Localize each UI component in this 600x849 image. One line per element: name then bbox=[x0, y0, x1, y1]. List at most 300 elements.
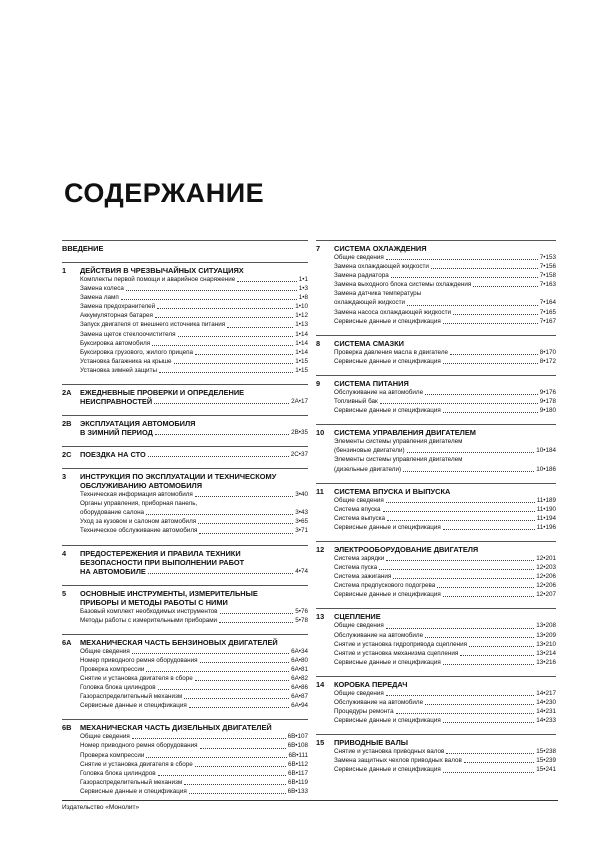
toc-entry[interactable] bbox=[316, 523, 556, 532]
entry-label: Техническая информация автомобиля bbox=[80, 491, 193, 499]
entry-label: Элементы системы управления двигателем bbox=[334, 438, 463, 446]
page-number: 1•14 bbox=[295, 330, 308, 338]
dot-leader bbox=[148, 567, 293, 574]
section-heading[interactable] bbox=[62, 634, 308, 647]
dot-leader bbox=[386, 496, 535, 503]
toc-entry[interactable] bbox=[62, 732, 308, 741]
dot-leader bbox=[425, 698, 534, 705]
entry-label: охлаждающей жидкости bbox=[334, 299, 406, 307]
toc-entry[interactable] bbox=[62, 357, 308, 366]
toc-entry[interactable] bbox=[316, 563, 556, 572]
dot-leader bbox=[464, 756, 534, 763]
section-title: ОСНОВНЫЕ ИНСТРУМЕНТЫ, ИЗМЕРИТЕЛЬНЫЕ bbox=[80, 588, 258, 598]
page-number: 6В•119 bbox=[288, 778, 308, 786]
dot-leader bbox=[403, 465, 534, 472]
dot-leader bbox=[453, 308, 538, 315]
section-number: 11 bbox=[316, 486, 324, 496]
section-heading[interactable] bbox=[62, 415, 308, 437]
page-number: 9•178 bbox=[539, 398, 556, 406]
toc-entry[interactable] bbox=[316, 406, 556, 415]
dot-leader bbox=[237, 275, 297, 282]
toc-entry[interactable] bbox=[316, 446, 556, 455]
toc-entry[interactable] bbox=[62, 339, 308, 348]
toc-section bbox=[62, 446, 308, 459]
dot-leader bbox=[152, 339, 293, 346]
toc-entry[interactable] bbox=[316, 747, 556, 756]
dot-leader bbox=[407, 298, 538, 305]
entry-label: Топливный бак bbox=[334, 398, 378, 406]
dot-leader bbox=[437, 581, 534, 588]
page-number: 5•76 bbox=[295, 607, 308, 615]
dot-leader bbox=[157, 302, 293, 309]
entry-label: оборудование салона bbox=[80, 509, 145, 517]
page-number: 1•10 bbox=[295, 303, 308, 311]
toc-entry[interactable] bbox=[62, 330, 308, 339]
toc-section bbox=[316, 676, 556, 725]
page-number: 1•15 bbox=[295, 366, 308, 374]
section-title: ПОЕЗДКА НА СТО bbox=[80, 450, 146, 460]
section-title-line bbox=[80, 397, 308, 406]
toc-section bbox=[62, 240, 308, 253]
section-number: 2В bbox=[62, 419, 72, 429]
toc-entry[interactable] bbox=[316, 621, 556, 630]
dot-leader bbox=[198, 517, 293, 524]
entry-label: Органы управления, приборная панель, bbox=[80, 500, 198, 508]
entry-label: Общие сведения bbox=[334, 689, 384, 697]
entry-label: Буксировка автомобиля bbox=[80, 339, 151, 347]
toc-entry[interactable] bbox=[62, 683, 308, 692]
dot-leader bbox=[146, 508, 293, 515]
section-title: СИСТЕМА ВПУСКА И ВЫПУСКА bbox=[334, 486, 451, 496]
page-number: 14•233 bbox=[536, 717, 556, 725]
toc-entry[interactable] bbox=[316, 572, 556, 581]
toc-entry[interactable] bbox=[62, 284, 308, 293]
page-number: 15•239 bbox=[536, 757, 556, 765]
page-number: 13•214 bbox=[536, 649, 556, 657]
page-number: 10•186 bbox=[536, 465, 556, 473]
toc-entry[interactable] bbox=[316, 280, 556, 289]
toc-entry[interactable] bbox=[316, 514, 556, 523]
dot-leader bbox=[383, 505, 535, 512]
toc-entry[interactable] bbox=[316, 631, 556, 640]
dot-leader bbox=[146, 665, 289, 672]
section-title: СИСТЕМА ОХЛАЖДЕНИЯ bbox=[334, 244, 427, 253]
entry-label: Элементы системы управления двигателем bbox=[334, 456, 463, 464]
entry-label: Сервисные данные и спецификация bbox=[334, 766, 441, 774]
page-number: 1•14 bbox=[295, 348, 308, 356]
toc-entry[interactable] bbox=[62, 647, 308, 656]
page-number: 1•15 bbox=[295, 357, 308, 365]
entry-label: Замена колеса bbox=[80, 285, 124, 293]
entry-label: Снятие и установка приводных валов bbox=[334, 748, 445, 756]
dot-leader bbox=[158, 683, 289, 690]
page-number: 6А•86 bbox=[291, 684, 308, 692]
toc-entry[interactable] bbox=[62, 701, 308, 710]
toc-section bbox=[62, 719, 308, 796]
toc-entry[interactable] bbox=[62, 656, 308, 665]
entry-label: Проверка компрессии bbox=[80, 751, 145, 759]
toc-entry[interactable] bbox=[316, 716, 556, 725]
toc-entry[interactable] bbox=[62, 778, 308, 787]
toc-entry[interactable] bbox=[316, 649, 556, 658]
toc-entry[interactable] bbox=[62, 499, 308, 508]
toc-entry[interactable] bbox=[316, 505, 556, 514]
page-number: 6В•108 bbox=[287, 742, 308, 750]
entry-label: Сервисные данные и спецификация bbox=[334, 658, 441, 666]
section-heading[interactable] bbox=[62, 719, 308, 732]
page-number: 6В•111 bbox=[288, 751, 308, 759]
section-heading[interactable] bbox=[62, 468, 308, 490]
toc-entry[interactable] bbox=[316, 465, 556, 474]
toc-entry[interactable] bbox=[316, 689, 556, 698]
toc-entry[interactable] bbox=[316, 397, 556, 406]
section-heading[interactable] bbox=[316, 676, 556, 689]
entry-label: Номер приводного ремня оборудования bbox=[80, 742, 198, 750]
entry-label: Техническое обслуживание автомобиля bbox=[80, 527, 198, 535]
section-heading[interactable] bbox=[62, 262, 308, 275]
page-number: 6В•112 bbox=[288, 760, 308, 768]
toc-entry[interactable] bbox=[316, 765, 556, 774]
section-heading[interactable] bbox=[62, 240, 308, 253]
page-number: 1•3 bbox=[298, 285, 308, 293]
section-heading[interactable] bbox=[316, 240, 556, 253]
entry-label: Проверка компрессии bbox=[80, 665, 145, 673]
section-number: 9 bbox=[316, 378, 321, 388]
toc-entry[interactable] bbox=[62, 517, 308, 526]
entry-label: Сервисные данные и спецификация bbox=[80, 787, 187, 795]
toc-entry[interactable] bbox=[62, 751, 308, 760]
section-number: 12 bbox=[316, 544, 325, 554]
page-number: 2В•35 bbox=[291, 429, 308, 437]
entry-label: Обслуживание на автомобиле bbox=[334, 631, 424, 639]
dot-leader bbox=[396, 707, 535, 714]
page-number: 11•189 bbox=[536, 496, 556, 504]
page-number: 11•190 bbox=[536, 505, 556, 513]
section-heading[interactable] bbox=[316, 335, 556, 348]
toc-entry[interactable] bbox=[62, 760, 308, 769]
entry-label: Сервисные данные и спецификация bbox=[80, 702, 187, 710]
entry-label: Головка блока цилиндров bbox=[80, 769, 156, 777]
toc-entry[interactable] bbox=[62, 275, 308, 284]
toc-entry[interactable] bbox=[316, 253, 556, 262]
toc-entry[interactable] bbox=[316, 271, 556, 280]
section-heading[interactable] bbox=[316, 424, 556, 437]
dot-leader bbox=[174, 357, 294, 364]
entry-label: Установка зимней защиты bbox=[80, 366, 157, 374]
page-number: 3•40 bbox=[295, 491, 308, 499]
toc-section bbox=[62, 468, 308, 535]
section-title: ПРЕДОСТЕРЕЖЕНИЯ И ПРАВИЛА ТЕХНИКИ bbox=[80, 548, 241, 558]
dot-leader bbox=[132, 732, 286, 739]
section-heading[interactable] bbox=[316, 734, 556, 747]
page-number: 12•207 bbox=[536, 591, 556, 599]
dot-leader bbox=[425, 631, 534, 638]
section-heading[interactable] bbox=[62, 545, 308, 576]
toc-entry[interactable] bbox=[62, 607, 308, 616]
toc-section bbox=[62, 585, 308, 625]
toc-section bbox=[62, 415, 308, 437]
toc-entry[interactable] bbox=[316, 581, 556, 590]
section-number: 10 bbox=[316, 428, 325, 438]
page-number: 6А•87 bbox=[291, 693, 308, 701]
section-number: 15 bbox=[316, 738, 325, 748]
toc-entry[interactable] bbox=[316, 707, 556, 716]
entry-label: Сервисные данные и спецификация bbox=[334, 357, 441, 365]
dot-leader bbox=[473, 280, 538, 287]
entry-label: Снятие и установка двигателя в сборе bbox=[80, 674, 193, 682]
entry-label: Запуск двигателя от внешнего источника питания bbox=[80, 321, 226, 329]
toc-section bbox=[62, 545, 308, 576]
section-title: ПРИВОДНЫЕ ВАЛЫ bbox=[334, 738, 408, 748]
section-title: КОРОБКА ПЕРЕДАЧ bbox=[334, 679, 408, 689]
page-number: 13•208 bbox=[536, 622, 556, 630]
dot-leader bbox=[132, 647, 289, 654]
section-heading[interactable] bbox=[62, 446, 308, 459]
toc-column-left bbox=[62, 240, 308, 805]
entry-label: Замена выходного блока системы охлаждения bbox=[334, 281, 472, 289]
page-number: 6А•94 bbox=[291, 702, 308, 710]
toc-section bbox=[316, 375, 556, 415]
toc-entry[interactable] bbox=[316, 640, 556, 649]
toc-section bbox=[316, 483, 556, 532]
entry-label: Сервисные данные и спецификация bbox=[334, 317, 441, 325]
section-title: ВВЕДЕНИЕ bbox=[62, 244, 104, 253]
page-number: 7•165 bbox=[539, 308, 556, 316]
section-heading[interactable] bbox=[316, 375, 556, 388]
dot-leader bbox=[155, 428, 289, 435]
entry-label: Обслуживание на автомобиле bbox=[334, 699, 424, 706]
entry-label: Уход за кузовом и салоном автомобиля bbox=[80, 518, 197, 526]
dot-leader bbox=[387, 514, 535, 521]
toc-entry[interactable] bbox=[62, 293, 308, 302]
dot-leader bbox=[219, 616, 293, 623]
toc-entry[interactable] bbox=[316, 289, 556, 298]
toc-entry[interactable] bbox=[62, 366, 308, 375]
dot-leader bbox=[195, 760, 286, 767]
toc-entry[interactable] bbox=[316, 455, 556, 464]
toc-entry[interactable] bbox=[62, 302, 308, 311]
section-number: 1 bbox=[62, 266, 67, 275]
dot-leader bbox=[443, 406, 538, 413]
page-number: 6В•133 bbox=[287, 787, 308, 795]
entry-label: Сервисные данные и спецификация bbox=[334, 591, 441, 599]
section-title: В ЗИМНИЙ ПЕРИОД bbox=[80, 428, 153, 438]
section-title: НА АВТОМОБИЛЕ bbox=[80, 566, 146, 576]
page-number: 7•156 bbox=[539, 263, 556, 271]
section-number: 7 bbox=[316, 244, 321, 253]
section-title: СИСТЕМА СМАЗКИ bbox=[334, 338, 404, 348]
section-number: 6В bbox=[62, 723, 72, 733]
section-number: 3 bbox=[62, 472, 67, 482]
toc-entry[interactable] bbox=[62, 490, 308, 499]
entry-label: Замена радиатора bbox=[334, 272, 389, 280]
toc-entry[interactable] bbox=[62, 787, 308, 796]
entry-label: Снятие и установка гидропривода сцепления bbox=[334, 640, 468, 648]
dot-leader bbox=[154, 397, 289, 404]
section-title: НЕИСПРАВНОСТЕЙ bbox=[80, 397, 153, 407]
toc-entry[interactable] bbox=[316, 437, 556, 446]
publisher-footer: Издательство «Монолит» bbox=[62, 800, 558, 811]
page-number: 1•1 bbox=[298, 276, 308, 283]
entry-label: Система выпуска bbox=[334, 514, 386, 522]
entry-label: Обслуживание на автомобиле bbox=[334, 388, 424, 396]
page-number: 7•167 bbox=[539, 317, 556, 325]
dot-leader bbox=[443, 765, 534, 772]
toc-column-right bbox=[316, 240, 556, 784]
entry-label: Методы работы с измерительными приборами bbox=[80, 616, 218, 624]
page-number: 7•153 bbox=[539, 254, 556, 261]
page-title: СОДЕРЖАНИЕ bbox=[64, 178, 265, 208]
section-title: ПРИБОРЫ И МЕТОДЫ РАБОТЫ С НИМИ bbox=[80, 597, 228, 607]
toc-entry[interactable] bbox=[62, 320, 308, 329]
page-number: 11•194 bbox=[536, 514, 556, 522]
dot-leader bbox=[386, 554, 534, 561]
toc-entry[interactable] bbox=[316, 308, 556, 317]
dot-leader bbox=[425, 388, 538, 395]
toc-entry[interactable] bbox=[316, 317, 556, 326]
dot-leader bbox=[443, 317, 538, 324]
toc-entry[interactable] bbox=[62, 348, 308, 357]
page-number: 15•241 bbox=[536, 766, 556, 774]
dot-leader bbox=[386, 621, 534, 628]
toc-section bbox=[316, 424, 556, 473]
toc-entry[interactable] bbox=[62, 616, 308, 625]
dot-leader bbox=[460, 649, 534, 656]
section-heading[interactable] bbox=[62, 384, 308, 406]
toc-entry[interactable] bbox=[62, 769, 308, 778]
toc-entry[interactable] bbox=[316, 658, 556, 667]
section-title-line bbox=[80, 428, 308, 437]
page-number: 12•203 bbox=[536, 564, 556, 572]
toc-entry[interactable] bbox=[316, 756, 556, 765]
section-title: ДЕЙСТВИЯ В ЧРЕЗВЫЧАЙНЫХ СИТУАЦИЯХ bbox=[80, 266, 244, 275]
entry-label: Аккумуляторная батарея bbox=[80, 312, 153, 320]
toc-section bbox=[316, 541, 556, 599]
page-number: 12•206 bbox=[536, 573, 556, 581]
toc-entry[interactable] bbox=[62, 692, 308, 701]
entry-label: Общие сведения bbox=[334, 622, 384, 630]
dot-leader bbox=[446, 747, 534, 754]
toc-entry[interactable] bbox=[316, 348, 556, 357]
entry-label: Замена ламп bbox=[80, 294, 119, 302]
dot-leader bbox=[195, 674, 289, 681]
section-title-line bbox=[80, 567, 308, 576]
dot-leader bbox=[393, 572, 534, 579]
toc-section bbox=[62, 634, 308, 711]
page-number: 9•176 bbox=[539, 388, 556, 396]
section-number: 5 bbox=[62, 588, 67, 598]
page-number: 12•206 bbox=[536, 582, 556, 590]
entry-label: Установка багажника на крыше bbox=[80, 357, 172, 365]
page-number: 1•14 bbox=[295, 339, 308, 347]
page-number: 15•238 bbox=[536, 748, 556, 756]
page-number: 3•65 bbox=[295, 518, 308, 526]
toc-entry[interactable] bbox=[62, 674, 308, 683]
section-title: СИСТЕМА УПРАВЛЕНИЯ ДВИГАТЕЛЕМ bbox=[334, 428, 476, 438]
page-number: 2А•17 bbox=[291, 398, 308, 406]
page-number: 8•170 bbox=[539, 348, 556, 356]
toc-entry[interactable] bbox=[62, 311, 308, 320]
section-title: ИНСТРУКЦИЯ ПО ЭКСПЛУАТАЦИИ И ТЕХНИЧЕСКОМУ bbox=[80, 472, 277, 482]
section-title: ОБСЛУЖИВАНИЮ АВТОМОБИЛЯ bbox=[80, 481, 203, 491]
entry-label: Снятие и установка двигателя в сборе bbox=[80, 760, 193, 768]
page-number: 10•184 bbox=[536, 447, 556, 455]
toc-entry[interactable] bbox=[316, 554, 556, 563]
dot-leader bbox=[443, 357, 538, 364]
dot-leader bbox=[178, 330, 294, 337]
toc-entry[interactable] bbox=[316, 388, 556, 397]
dot-leader bbox=[386, 253, 538, 260]
section-number: 6А bbox=[62, 637, 72, 647]
entry-label: Общие сведения bbox=[334, 254, 384, 261]
dot-leader bbox=[200, 656, 290, 663]
page-number: 6А•82 bbox=[291, 674, 308, 682]
section-title: СЦЕПЛЕНИЕ bbox=[334, 612, 381, 622]
section-title: МЕХАНИЧЕСКАЯ ЧАСТЬ БЕНЗИНОВЫХ ДВИГАТЕЛЕЙ bbox=[80, 637, 278, 647]
page-number: 1•13 bbox=[295, 321, 308, 329]
toc-entry[interactable] bbox=[62, 665, 308, 674]
dot-leader bbox=[199, 526, 293, 533]
toc-entry[interactable] bbox=[316, 698, 556, 707]
page-number: 3•43 bbox=[295, 509, 308, 517]
dot-leader bbox=[155, 311, 293, 318]
dot-leader bbox=[443, 658, 534, 665]
toc-section bbox=[62, 262, 308, 375]
section-title: МЕХАНИЧЕСКАЯ ЧАСТЬ ДИЗЕЛЬНЫХ ДВИГАТЕЛЕЙ bbox=[80, 723, 272, 733]
toc-entry[interactable] bbox=[316, 262, 556, 271]
toc-entry[interactable] bbox=[316, 590, 556, 599]
dot-leader bbox=[380, 397, 538, 404]
section-title: БЕЗОПАСНОСТИ ПРИ ВЫПОЛНЕНИИ РАБОТ bbox=[80, 557, 245, 567]
toc-section bbox=[316, 734, 556, 774]
section-number: 4 bbox=[62, 548, 67, 558]
toc-entry[interactable] bbox=[316, 357, 556, 366]
entry-label: Замена защитных чехлов приводных валов bbox=[334, 757, 462, 765]
section-number: 2А bbox=[62, 388, 72, 398]
entry-label: Общие сведения bbox=[80, 733, 130, 741]
toc-entry[interactable] bbox=[62, 741, 308, 750]
page-number: 6В•107 bbox=[287, 733, 308, 741]
dot-leader bbox=[184, 692, 289, 699]
dot-leader bbox=[121, 293, 297, 300]
page-number: 3•71 bbox=[295, 527, 308, 535]
entry-label: Система зарядки bbox=[334, 554, 385, 562]
toc-entry[interactable] bbox=[316, 298, 556, 307]
toc-section bbox=[316, 240, 556, 326]
section-number: 14 bbox=[316, 679, 325, 689]
entry-label: Общие сведения bbox=[334, 496, 384, 504]
dot-leader bbox=[391, 271, 538, 278]
entry-label: Система предпускового подогрева bbox=[334, 582, 436, 590]
dot-leader bbox=[407, 446, 535, 453]
toc-entry[interactable] bbox=[316, 496, 556, 505]
dot-leader bbox=[189, 701, 289, 708]
section-heading[interactable] bbox=[316, 541, 556, 554]
section-number: 8 bbox=[316, 338, 321, 348]
section-heading[interactable] bbox=[316, 608, 556, 621]
page-number: 13•209 bbox=[536, 631, 556, 639]
dot-leader bbox=[220, 607, 294, 614]
toc-entry[interactable] bbox=[62, 508, 308, 517]
page-number: 2С•37 bbox=[290, 451, 308, 459]
page-number: 14•231 bbox=[536, 708, 556, 716]
section-heading[interactable] bbox=[62, 585, 308, 607]
entry-label: Буксировка грузового, жилого прицепа bbox=[80, 348, 194, 356]
toc-entry[interactable] bbox=[62, 526, 308, 535]
entry-label: Проверка давления масла в двигателе bbox=[334, 348, 449, 356]
section-heading[interactable] bbox=[316, 483, 556, 496]
entry-label: Газораспределительный механизм bbox=[80, 693, 183, 701]
